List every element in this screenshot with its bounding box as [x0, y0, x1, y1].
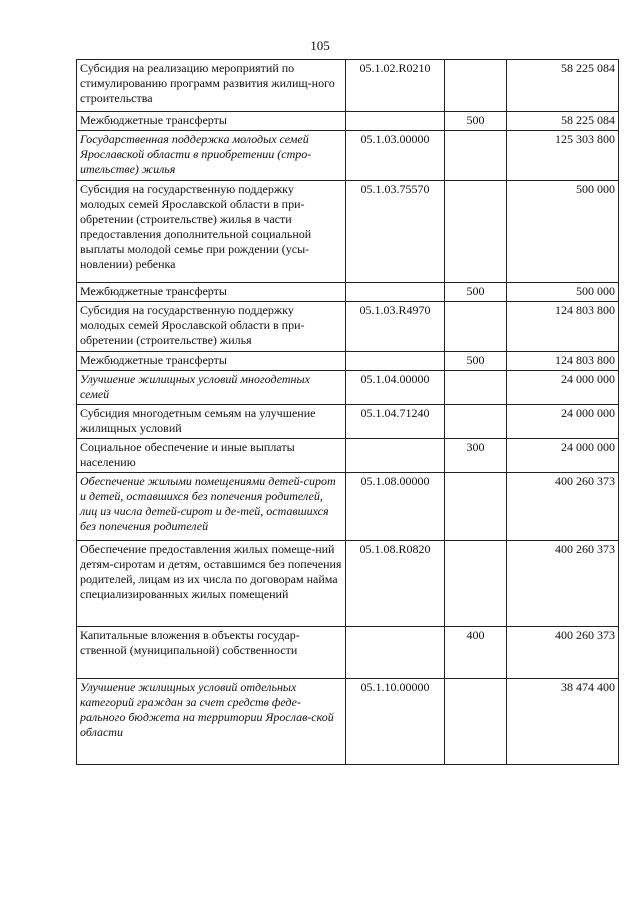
table-row: [77, 627, 619, 679]
page-number: 105: [310, 38, 330, 53]
row-code: 05.1.08.00000: [346, 473, 445, 541]
row-name: Субсидия на государственную поддержку молодых семей Ярославской области в при-обретении (строительстве) жилья в части предоставления дополнительной социальной выплаты молодой семье при рождении (усы-новлении) ребенка: [77, 181, 346, 283]
row-code: [346, 627, 445, 679]
row-sum: 400 260 373: [507, 627, 619, 679]
row-name: Межбюджетные трансферты: [77, 352, 346, 371]
row-name: Улучшение жилищных условий отдельных категорий граждан за счет средств феде-рального бюджета на территории Ярослав-ской области: [77, 679, 346, 765]
table-row: [77, 679, 619, 765]
row-sum: 500 000: [507, 181, 619, 283]
row-name: Обеспечение жилыми помещениями детей-сирот и детей, оставшихся без попечения родителей, лиц из числа детей-сирот и де-тей, оставшихся без попечения родителей: [77, 473, 346, 541]
row-code: [346, 352, 445, 371]
row-name: Субсидия многодетным семьям на улучшение жилищных условий: [77, 405, 346, 439]
row-sum: 125 303 800: [507, 131, 619, 181]
row-sum: 58 225 084: [507, 112, 619, 131]
table-row: [77, 371, 619, 405]
table-row: [77, 439, 619, 473]
row-type: [445, 541, 507, 627]
row-type: 500: [445, 352, 507, 371]
row-type: [445, 181, 507, 283]
row-code: [346, 439, 445, 473]
row-sum: 500 000: [507, 283, 619, 302]
row-sum: 24 000 000: [507, 439, 619, 473]
row-code: [346, 112, 445, 131]
row-name: Государственная поддержка молодых семей Ярославской области в приобретении (стро-ительстве) жилья: [77, 131, 346, 181]
row-sum: 400 260 373: [507, 541, 619, 627]
row-type: [445, 679, 507, 765]
row-type: [445, 405, 507, 439]
row-code: 05.1.03.75570: [346, 181, 445, 283]
row-sum: 24 000 000: [507, 371, 619, 405]
table-row: [77, 352, 619, 371]
row-sum: 38 474 400: [507, 679, 619, 765]
row-name: Социальное обеспечение и иные выплаты населению: [77, 439, 346, 473]
row-code: 05.1.04.00000: [346, 371, 445, 405]
table-row: [77, 112, 619, 131]
table-row: [77, 473, 619, 541]
row-type: [445, 473, 507, 541]
row-name: Межбюджетные трансферты: [77, 283, 346, 302]
row-sum: 58 225 084: [507, 60, 619, 112]
row-type: 500: [445, 283, 507, 302]
row-code: 05.1.04.71240: [346, 405, 445, 439]
row-code: [346, 283, 445, 302]
row-sum: 400 260 373: [507, 473, 619, 541]
table-row: [77, 181, 619, 283]
row-name: Субсидия на государственную поддержку молодых семей Ярославской области в при-обретении (строительстве) жилья: [77, 302, 346, 352]
budget-table: [76, 59, 619, 765]
table-row: [77, 405, 619, 439]
row-sum: 124 803 800: [507, 302, 619, 352]
row-name: Межбюджетные трансферты: [77, 112, 346, 131]
row-type: 300: [445, 439, 507, 473]
row-code: 05.1.03.00000: [346, 131, 445, 181]
row-name: Обеспечение предоставления жилых помещe-ний детям-сиротам и детям, оставшимся без попечения родителей, лицам из их числа по договорам найма специализированных жилых помещений: [77, 541, 346, 627]
row-code: 05.1.03.R4970: [346, 302, 445, 352]
row-type: 500: [445, 112, 507, 131]
row-sum: 124 803 800: [507, 352, 619, 371]
table-row: [77, 131, 619, 181]
row-name: Субсидия на реализацию мероприятий по стимулированию программ развития жилищ-ного строительства: [77, 60, 346, 112]
row-code: 05.1.02.R0210: [346, 60, 445, 112]
row-name: Улучшение жилищных условий многодетных семей: [77, 371, 346, 405]
row-type: [445, 131, 507, 181]
row-code: 05.1.10.00000: [346, 679, 445, 765]
row-sum: 24 000 000: [507, 405, 619, 439]
row-type: 400: [445, 627, 507, 679]
table-row: [77, 283, 619, 302]
row-type: [445, 302, 507, 352]
table-row: [77, 302, 619, 352]
table-row: [77, 60, 619, 112]
row-type: [445, 60, 507, 112]
row-code: 05.1.08.R0820: [346, 541, 445, 627]
row-type: [445, 371, 507, 405]
row-name: Капитальные вложения в объекты государ-ственной (муниципальной) собственности: [77, 627, 346, 679]
table-row: [77, 541, 619, 627]
